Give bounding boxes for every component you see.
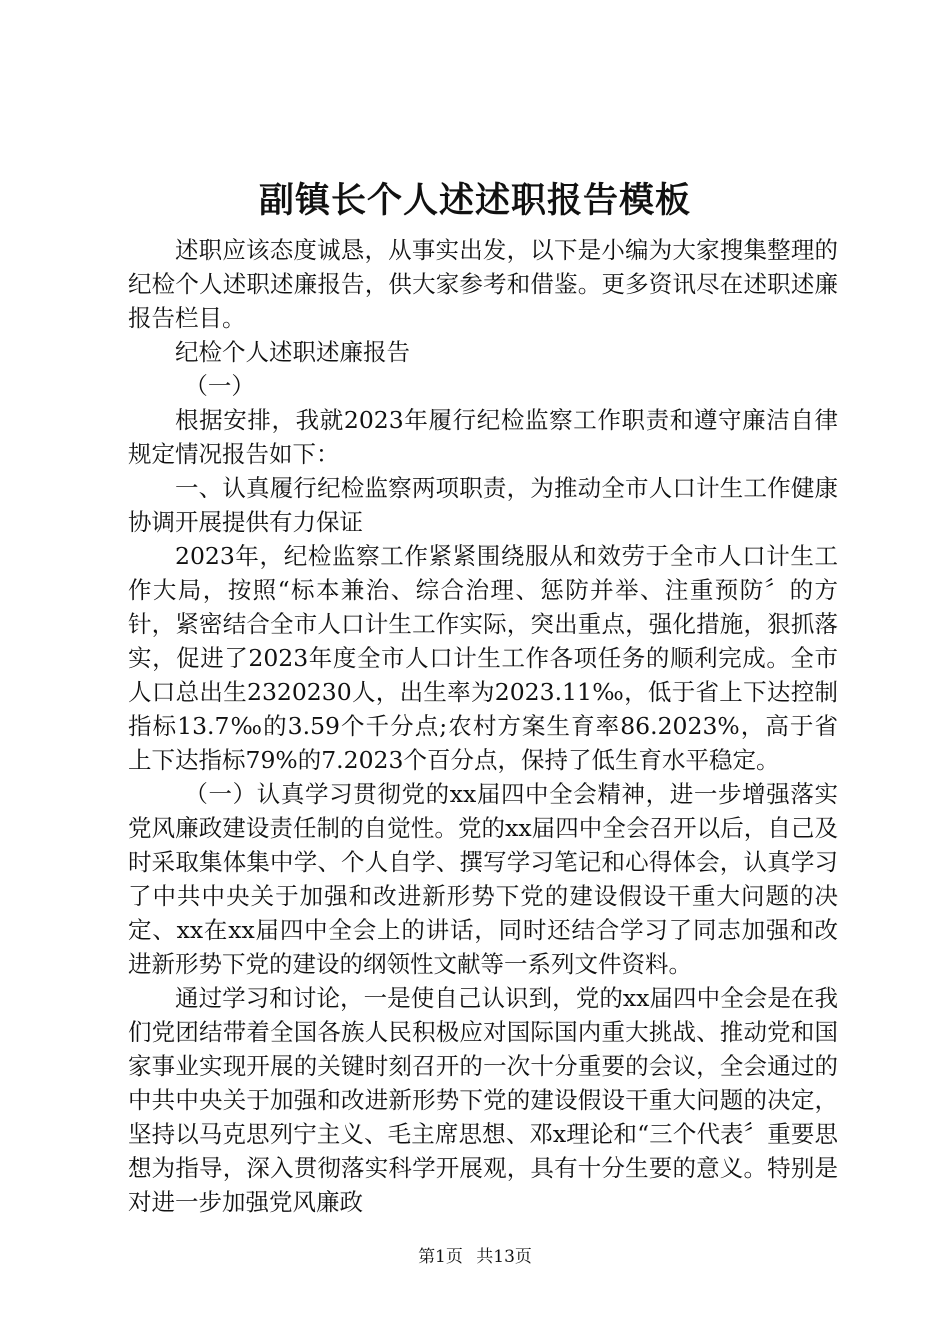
page-footer: [0, 1242, 950, 1267]
paragraph-section-number: （一）: [184, 372, 255, 400]
paragraph-subtitle: 纪检个人述职述廉报告: [175, 338, 410, 366]
paragraph-opening: 根据安排，我就2023年履行纪检监察工作职责和遵守廉洁自律规定情况报告如下：: [128, 406, 838, 468]
document-body: [128, 233, 838, 1219]
paragraph-statistics: 2023年，纪检监察工作紧紧围绕服从和效劳于全市人口计生工作大局，按照“标本兼治、综合治理、惩防并举、注重预防〞的方针，紧密结合全市人口计生工作实际，突出重点，强化措施，狠抓落实，促进了2023年度全市人口计生工作各项任务的顺利完成。全市人口总出生2320230人，出生率为2023.11‰，低于省上下达控制指标13.7‰的3.59个千分点;农村方案生育率86.2023%，高于省上下达指标79%的7.2023个百分点，保持了低生育水平稳定。: [128, 542, 838, 774]
paragraph-intro: 述职应该态度诚恳，从事实出发，以下是小编为大家搜集整理的纪检个人述职述廉报告，供大家参考和借鉴。更多资讯尽在述职述廉报告栏目。: [128, 236, 838, 332]
page-total: 共13页: [476, 1247, 532, 1267]
paragraph-discussion: 通过学习和讨论，一是使自己认识到，党的xx届四中全会是在我们党团结带着全国各族人民积极应对国际国内重大挑战、推动党和国家事业实现开展的关键时刻召开的一次十分重要的会议，全会通过的中共中央关于加强和改进新形势下党的建设假设干重大问题的决定，坚持以马克思列宁主义、毛主席思想、邓x理论和“三个代表〞重要思想为指导，深入贯彻落实科学开展观，具有十分生要的意义。特别是对进一步加强党风廉政: [128, 984, 838, 1216]
paragraph-study: （一）认真学习贯彻党的xx届四中全会精神，进一步增强落实党风廉政建设责任制的自觉性。党的xx届四中全会召开以后，自己及时采取集体集中学、个人自学、撰写学习笔记和心得体会，认真学习了中共中央关于加强和改进新形势下党的建设假设干重大问题的决定、xx在xx届四中全会上的讲话，同时还结合学习了同志加强和改进新形势下党的建设的纲领性文献等一系列文件资料。: [128, 780, 838, 978]
document-title: 副镇长个人述述职报告模板: [258, 180, 691, 221]
paragraph-heading-one: 一、认真履行纪检监察两项职责，为推动全市人口计生工作健康协调开展提供有力保证: [128, 474, 838, 536]
page-number: 第1页: [418, 1247, 463, 1267]
